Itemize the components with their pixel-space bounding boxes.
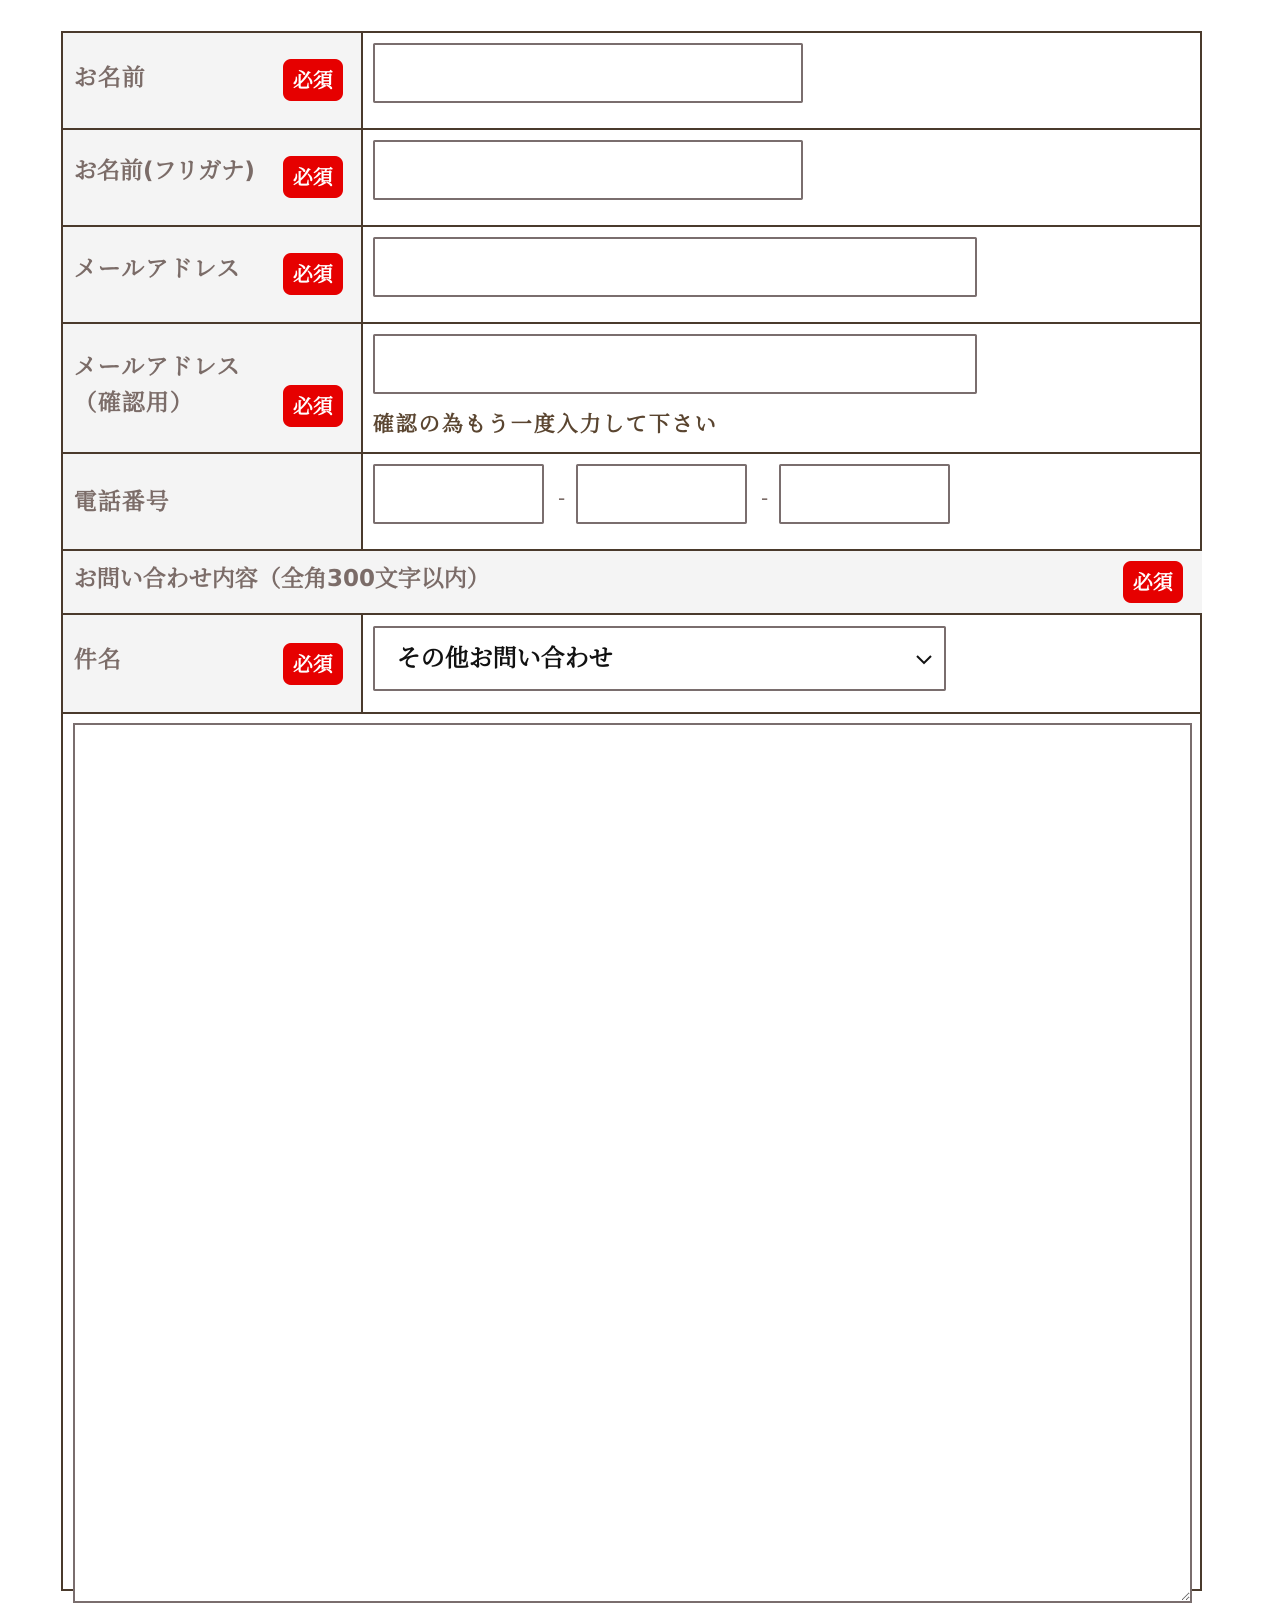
email-confirm-note: 確認の為もう一度入力して下さい bbox=[373, 412, 718, 436]
label-cell bbox=[63, 454, 363, 549]
name-kana-label: お名前(フリガナ) bbox=[74, 158, 255, 184]
email-confirm-input[interactable] bbox=[373, 334, 977, 394]
subject-select-value: その他お問い合わせ bbox=[397, 644, 613, 672]
input-cell bbox=[363, 324, 1202, 452]
form-row-phone bbox=[63, 454, 1202, 551]
name-input[interactable] bbox=[373, 43, 803, 103]
form-row-name-kana bbox=[63, 130, 1202, 227]
required-badge: 必須 bbox=[283, 156, 343, 198]
form-row-email-confirm bbox=[63, 324, 1202, 454]
name-label: お名前 bbox=[74, 65, 146, 91]
label-cell bbox=[63, 130, 363, 225]
name-kana-input[interactable] bbox=[373, 140, 803, 200]
input-cell bbox=[363, 615, 1202, 712]
inquiry-header: お問い合わせ内容（全角300文字以内） bbox=[74, 566, 491, 592]
subject-label: 件名 bbox=[74, 647, 122, 673]
email-label: メールアドレス bbox=[74, 256, 241, 282]
input-cell bbox=[363, 227, 1202, 322]
label-cell bbox=[63, 324, 363, 452]
label-cell bbox=[63, 227, 363, 322]
required-badge: 必須 bbox=[283, 253, 343, 295]
form-row-email bbox=[63, 227, 1202, 324]
subject-select[interactable] bbox=[373, 626, 946, 691]
label-cell bbox=[63, 33, 363, 128]
form-row-name bbox=[63, 33, 1202, 130]
input-cell bbox=[363, 454, 1202, 549]
input-cell bbox=[363, 130, 1202, 225]
email-input[interactable] bbox=[373, 237, 977, 297]
message-textarea[interactable] bbox=[73, 723, 1192, 1603]
phone-separator: - bbox=[761, 486, 769, 510]
chevron-down-icon bbox=[914, 650, 934, 670]
required-badge: 必須 bbox=[283, 385, 343, 427]
input-cell bbox=[363, 33, 1202, 128]
required-badge: 必須 bbox=[283, 643, 343, 685]
email-confirm-label: メールアドレス （確認用） bbox=[74, 354, 241, 416]
contact-form bbox=[61, 31, 1202, 1591]
form-row-subject bbox=[63, 615, 1202, 714]
phone-label: 電話番号 bbox=[74, 489, 170, 515]
required-badge: 必須 bbox=[1123, 561, 1183, 603]
phone-separator: - bbox=[558, 486, 566, 510]
required-badge: 必須 bbox=[283, 59, 343, 101]
phone-part3-input[interactable] bbox=[779, 464, 950, 524]
label-cell bbox=[63, 615, 363, 712]
phone-part1-input[interactable] bbox=[373, 464, 544, 524]
phone-part2-input[interactable] bbox=[576, 464, 747, 524]
inquiry-header-row bbox=[63, 551, 1202, 615]
